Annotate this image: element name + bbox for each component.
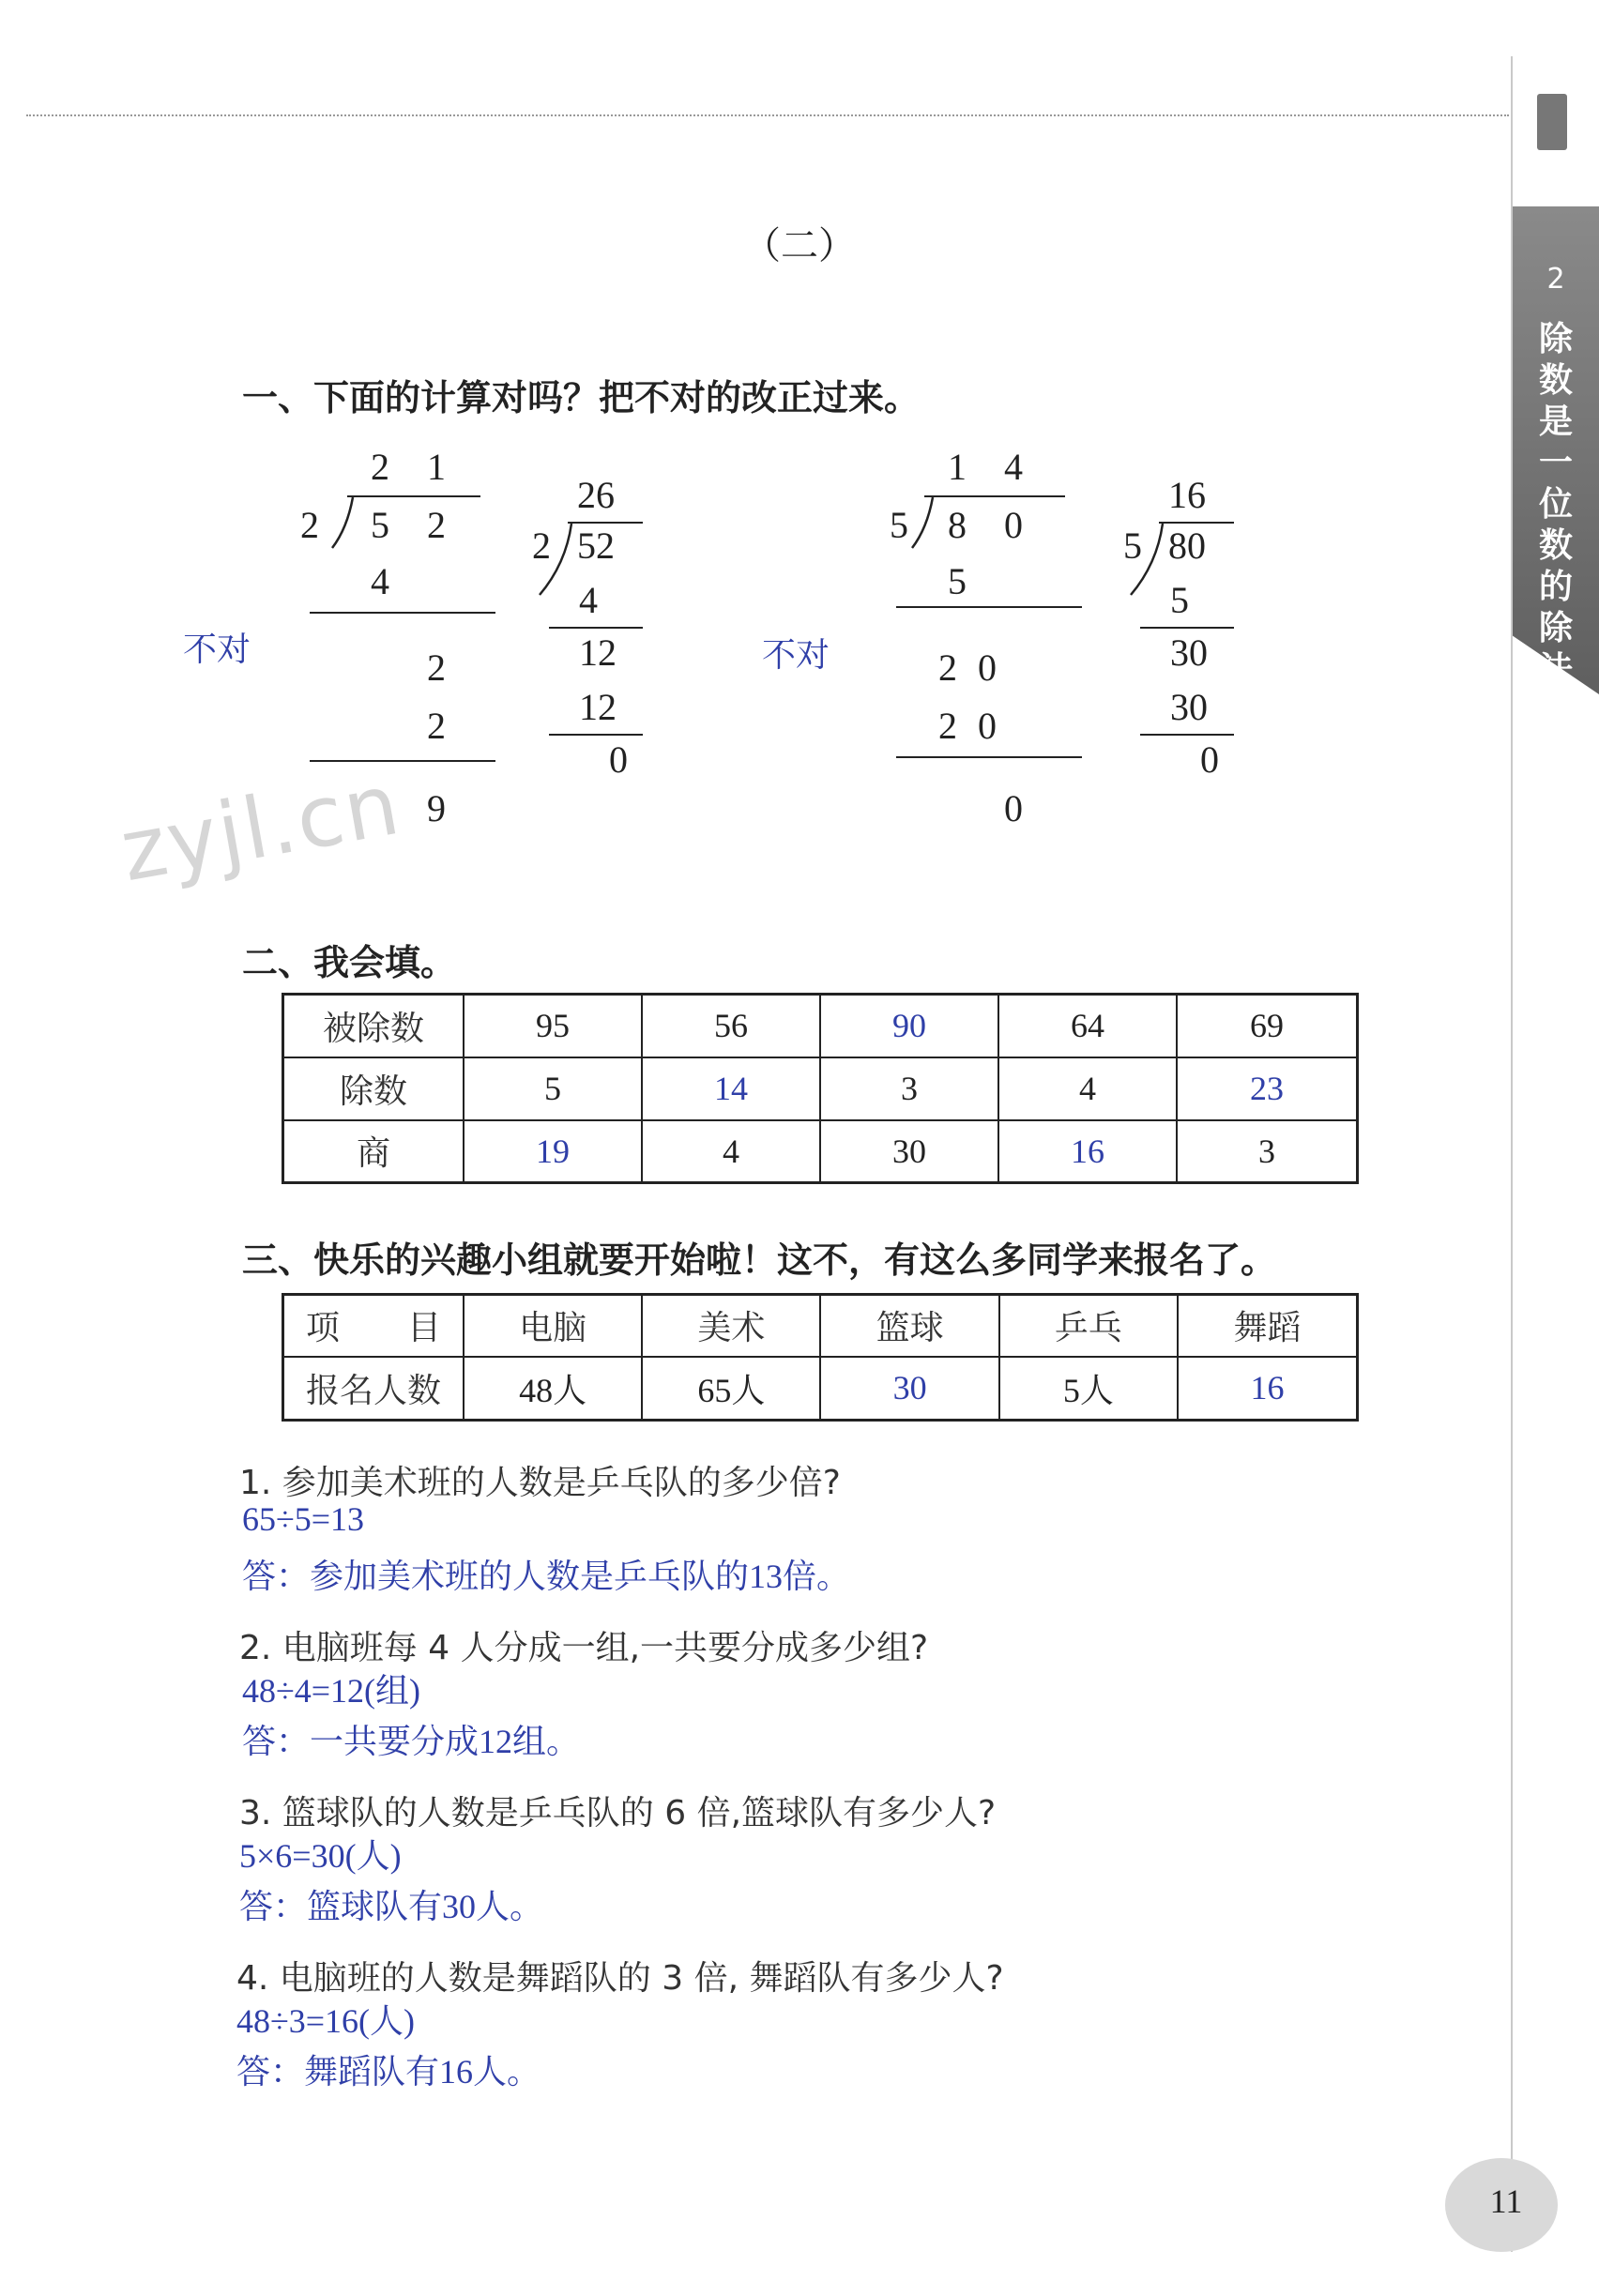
chapter-number: 2 [1546, 263, 1565, 296]
step-line: 2 0 [938, 705, 1002, 747]
question-1: 1. 参加美术班的人数是乒乓队的多少倍? [239, 1464, 841, 1502]
step-rule [1140, 734, 1234, 736]
table-cell: 篮球 [820, 1295, 998, 1357]
divisor: 5 [890, 504, 908, 546]
dividend: 52 [577, 525, 615, 567]
row-label: 商 [283, 1120, 464, 1183]
step-line: 12 [579, 631, 617, 674]
step-line: 5 [948, 560, 967, 602]
answer-cell: 14 [642, 1057, 820, 1120]
table-cell: 舞蹈 [1178, 1295, 1358, 1357]
answer-cell: 30 [820, 1357, 998, 1421]
division-bar [924, 495, 1065, 497]
q1-left-verdict: 不对 [183, 631, 251, 669]
division-bar [347, 495, 480, 497]
table-cell: 4 [642, 1120, 820, 1183]
table-cell: 5 [464, 1057, 642, 1120]
step-line: 12 [579, 686, 617, 728]
table-cell: 56 [642, 995, 820, 1057]
step-line: 30 [1170, 686, 1208, 728]
question-2: 2. 电脑班每 4 人分成一组,一共要分成多少组? [239, 1629, 929, 1667]
dividend-digit: 8 [948, 504, 967, 546]
q1-right-verdict: 不对 [762, 636, 830, 675]
dividend-digit: 5 [371, 504, 389, 546]
table-cell: 69 [1177, 995, 1358, 1057]
table-row [283, 1295, 1358, 1357]
answer-4: 答：舞蹈队有16人。 [236, 2053, 541, 2091]
step-line: 4 [579, 579, 598, 621]
step-line: 5 [1170, 579, 1189, 621]
step-line: 0 [1200, 738, 1219, 781]
divisor: 2 [300, 504, 319, 546]
table-cell: 乒乓 [999, 1295, 1178, 1357]
dividend: 80 [1168, 525, 1206, 567]
step-rule [310, 612, 495, 614]
answer-3: 答：篮球队有30人。 [239, 1888, 544, 1925]
step-rule [549, 627, 643, 629]
step-line: 2 0 [938, 646, 1002, 689]
division-bracket [328, 495, 357, 552]
step-rule [1140, 627, 1234, 629]
answer-cell: 19 [464, 1120, 642, 1183]
step-line: 2 [427, 646, 446, 689]
calc-3: 5×6=30(人) [239, 1837, 402, 1875]
table-cell: 30 [820, 1120, 998, 1183]
page-number: 11 [1489, 2182, 1523, 2220]
answer-1: 答：参加美术班的人数是乒乓队的13倍。 [242, 1558, 851, 1595]
step-line: 0 [1004, 787, 1023, 829]
q2-table [282, 993, 1359, 1184]
row-label: 项 目 [283, 1295, 464, 1357]
table-cell: 95 [464, 995, 642, 1057]
answer-cell: 16 [998, 1120, 1177, 1183]
q1-left-correct-division [530, 469, 652, 788]
divisor: 5 [1123, 525, 1142, 567]
quotient-digit: 1 [948, 446, 967, 488]
question-4: 4. 电脑班的人数是舞蹈队的 3 倍, 舞蹈队有多少人? [236, 1959, 1004, 1998]
table-cell: 3 [820, 1057, 998, 1120]
section-title: （二） [743, 224, 856, 266]
table-cell: 3 [1177, 1120, 1358, 1183]
q1-right-wrong-division [882, 441, 1126, 835]
quotient: 16 [1168, 474, 1206, 516]
step-line: 2 [427, 705, 446, 747]
table-cell: 4 [998, 1057, 1177, 1120]
table-cell: 美术 [642, 1295, 820, 1357]
calc-2: 48÷4=12(组) [242, 1672, 421, 1710]
answer-cell: 90 [820, 995, 998, 1057]
table-row [283, 1120, 1358, 1183]
step-rule [896, 606, 1082, 608]
step-line: 4 [371, 560, 389, 602]
page-tab-marker [1537, 94, 1567, 150]
quotient: 26 [577, 474, 615, 516]
step-line: 9 [427, 787, 446, 829]
answer-2: 答：一共要分成12组。 [242, 1723, 581, 1760]
table-row [283, 995, 1358, 1057]
top-rule [26, 114, 1509, 116]
table-cell: 5人 [999, 1357, 1178, 1421]
question-3: 3. 篮球队的人数是乒乓队的 6 倍,篮球队有多少人? [239, 1794, 997, 1832]
table-row [283, 1357, 1358, 1421]
q1-heading: 一、下面的计算对吗？把不对的改正过来。 [242, 377, 921, 418]
step-rule [896, 756, 1082, 758]
q1-right-correct-division [1121, 469, 1243, 788]
quotient-digit: 1 [427, 446, 446, 488]
table-cell: 65人 [642, 1357, 820, 1421]
answer-cell: 23 [1177, 1057, 1358, 1120]
q3-table [282, 1293, 1359, 1422]
quotient-digit: 2 [371, 446, 389, 488]
dividend-digit: 2 [427, 504, 446, 546]
step-rule [549, 734, 643, 736]
calc-4: 48÷3=16(人) [236, 2002, 416, 2040]
dividend-digit: 0 [1004, 504, 1023, 546]
table-cell: 48人 [464, 1357, 642, 1421]
step-line: 30 [1170, 631, 1208, 674]
right-edge-rule [1511, 56, 1513, 2252]
quotient-digit: 4 [1004, 446, 1023, 488]
row-label: 除数 [283, 1057, 464, 1120]
chapter-title: 除数是一位数的除法 [1539, 320, 1574, 689]
row-label: 被除数 [283, 995, 464, 1057]
step-rule [310, 760, 495, 762]
watermark: zyjl.cn [114, 754, 408, 902]
calc-1: 65÷5=13 [242, 1500, 365, 1538]
table-cell: 电脑 [464, 1295, 642, 1357]
answer-cell: 16 [1178, 1357, 1358, 1421]
divisor: 2 [532, 525, 551, 567]
table-cell: 64 [998, 995, 1177, 1057]
q3-heading: 三、快乐的兴趣小组就要开始啦！这不，有这么多同学来报名了。 [242, 1239, 1277, 1281]
table-row [283, 1057, 1358, 1120]
step-line: 0 [609, 738, 628, 781]
q2-heading: 二、我会填。 [242, 942, 457, 983]
row-label: 报名人数 [283, 1357, 464, 1421]
